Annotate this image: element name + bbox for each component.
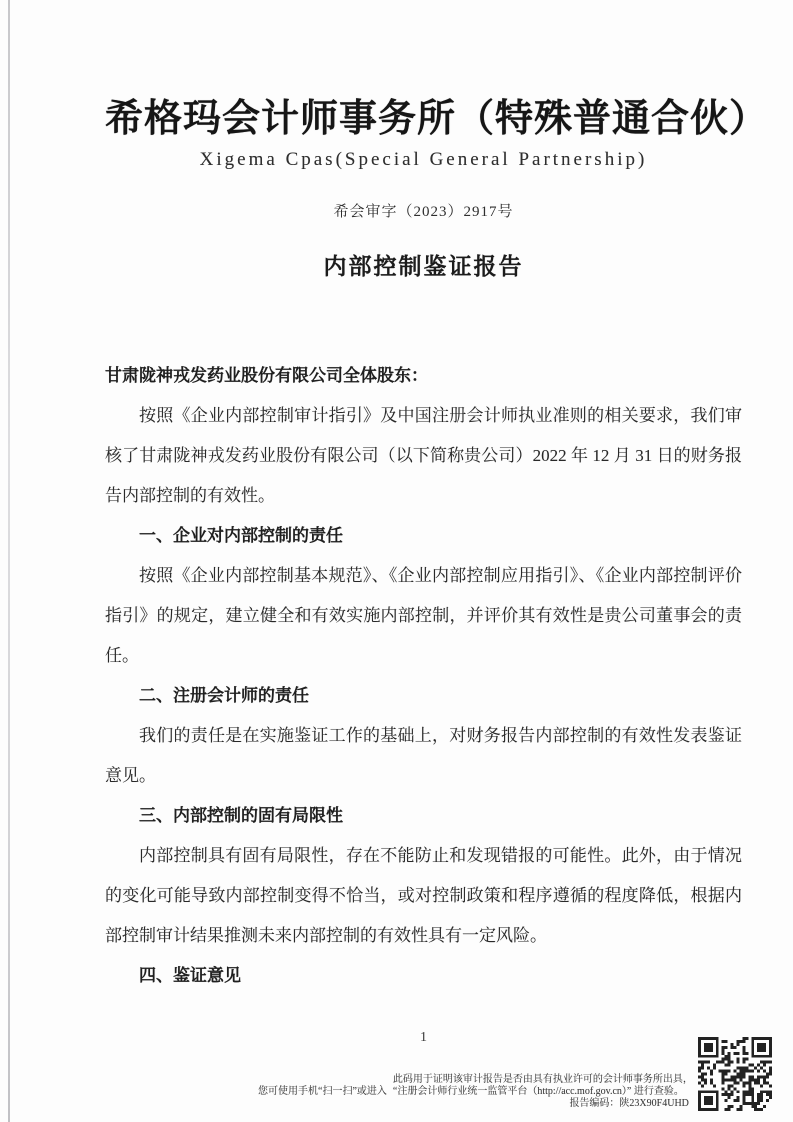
section-3-paragraph: 内部控制具有固有局限性，存在不能防止和发现错报的可能性。此外，由于情况的变化可能导致内部控制变得不恰当，或对控制政策和程序遵循的程度降低，根据内部控制审计结果推测未来内部控制的有效性具有一定风险。 bbox=[105, 846, 742, 945]
verification-footnote bbox=[258, 1074, 693, 1110]
recipient-line: 甘肃陇神戎发药业股份有限公司全体股东： bbox=[105, 366, 428, 385]
report-code: 报告编码：陕23X90F4UHD bbox=[569, 1098, 689, 1109]
verification-note bbox=[393, 1074, 693, 1110]
intro-paragraph: 按照《企业内部控制审计指引》及中国注册会计师执业准则的相关要求，我们审核了甘肃陇神戎发药业股份有限公司（以下简称贵公司）2022 年 12 月 31 日的财务报告内部控制的有效性。 bbox=[105, 406, 742, 505]
section-1-heading: 一、企业对内部控制的责任 bbox=[139, 526, 343, 545]
report-title: 内部控制鉴证报告 bbox=[323, 254, 524, 279]
page-content bbox=[105, 0, 769, 996]
firm-name-chinese: 希格玛会计师事务所（特殊普通合伙） bbox=[105, 98, 769, 140]
section-4-heading: 四、鉴证意见 bbox=[139, 966, 241, 985]
document-reference-number: 希会审字（2023）2917号 bbox=[333, 204, 514, 220]
section-3-heading: 三、内部控制的固有局限性 bbox=[139, 806, 343, 825]
section-2-heading: 二、注册会计师的责任 bbox=[139, 686, 309, 705]
section-2-paragraph: 我们的责任是在实施鉴证工作的基础上，对财务报告内部控制的有效性发表鉴证意见。 bbox=[105, 726, 742, 785]
page-number: 1 bbox=[420, 1030, 427, 1045]
page-edge-shadow bbox=[8, 0, 10, 1122]
firm-name-english: Xigema Cpas(Special General Partnership) bbox=[199, 149, 648, 170]
letterhead bbox=[105, 0, 769, 172]
verification-note-line-2: “注册会计师行业统一监管平台（http://acc.mof.gov.cn）” 进行查验。 bbox=[392, 1086, 684, 1097]
scan-hint-text: 您可使用手机“扫一扫”或进入 bbox=[258, 1086, 387, 1097]
verification-note-line-1: 此码用于证明该审计报告是否由具有执业许可的会计师事务所出具， bbox=[392, 1074, 693, 1085]
qr-code bbox=[698, 1036, 772, 1112]
section-1-paragraph: 按照《企业内部控制基本规范》、《企业内部控制应用指引》、《企业内部控制评价指引》的规定，建立健全和有效实施内部控制，并评价其有效性是贵公司董事会的责任。 bbox=[105, 566, 742, 665]
report-body bbox=[105, 356, 742, 996]
